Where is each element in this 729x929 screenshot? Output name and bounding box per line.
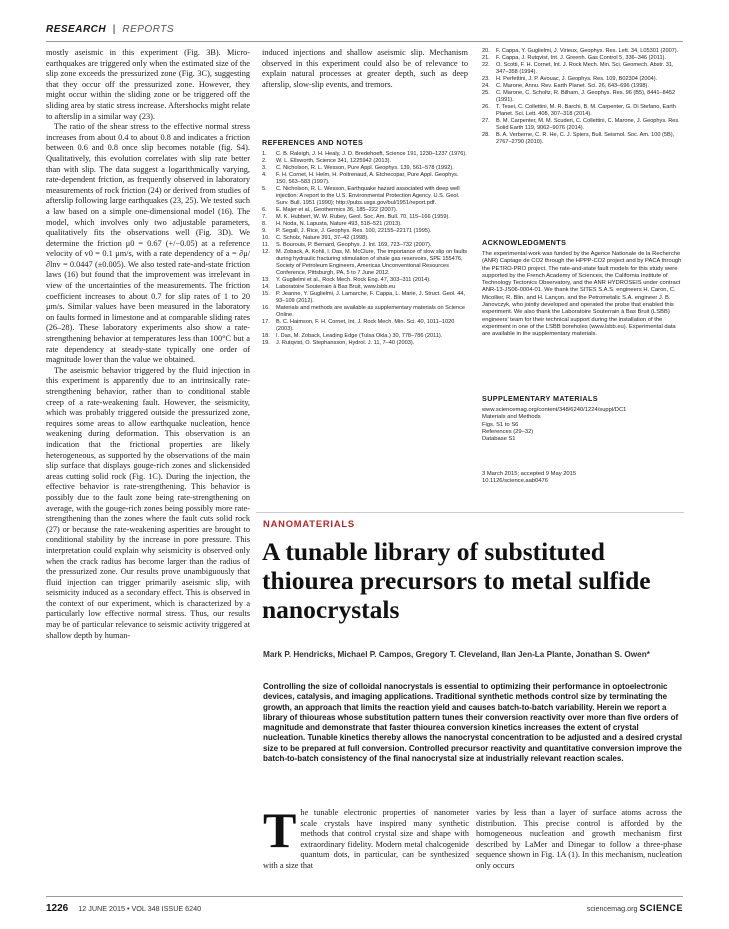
reference-text: I. Das, M. Zoback, Leading Edge (Tulsa Okla.) 30, 778–786 (2011). (276, 333, 443, 339)
reference-item (262, 207, 468, 214)
supplementary-line: Database S1 (482, 436, 516, 443)
reference-item (262, 340, 468, 347)
reference-text: M. Zoback, A. Kohli, I. Das, M. McClure, The importance of slow slip on faults during hydraulic fracturing stimulation of shale gas reservoirs, SPE 155476, Society of Petroleum Engineers, Americas Unconventional Resources Conference, Pittsburgh, PA, 5 to 7 June 2012. (276, 249, 468, 276)
running-header (46, 24, 174, 35)
supplementary-line: References (29–32) (482, 428, 534, 435)
supplementary-line: Figs. S1 to S6 (482, 421, 519, 428)
reference-number: 11. (262, 242, 270, 248)
reference-number: 25. (482, 90, 490, 96)
reference-number: 4. (262, 172, 267, 178)
reference-number: 5. (262, 186, 267, 192)
reference-text: Materials and methods are available as supplementary materials on Science Online. (276, 305, 466, 318)
article-divider (256, 512, 684, 514)
header-separator: | (112, 24, 116, 35)
references-heading: REFERENCES AND NOTES (262, 138, 364, 147)
reference-item (262, 319, 468, 333)
intro-text: he tunable electronic properties of nanometer scale crystals have inspired many synthetic methods that control crystal size and shape with extraordinary fidelity. Modern metal chalcogenide quantum dots, in particular, can be synthesized with a size that (263, 808, 469, 870)
reference-item (262, 242, 468, 249)
article-authors: Mark P. Hendricks, Michael P. Campos, Gregory T. Cleveland, Ilan Jen-La Plante, Jonathan S. Owen* (263, 650, 650, 659)
reference-text: C. Scholz, Nature 391, 37–42 (1998). (276, 235, 369, 241)
subsection-label: REPORTS (122, 24, 175, 35)
reference-item (262, 277, 468, 284)
doi: 10.1126/science.aab0476 (482, 478, 548, 485)
reference-number: 17. (262, 319, 270, 325)
reference-number: 14. (262, 284, 270, 290)
supplementary-heading: SUPPLEMENTARY MATERIALS (482, 394, 598, 403)
column-1-body (46, 48, 250, 641)
reference-item (262, 151, 468, 158)
reference-number: 6. (262, 207, 267, 213)
body-paragraph: The aseismic behavior triggered by the fluid injection in this experiment is apparently due to an intrinsically rate-strengthening behavior, rather than to conditional stable creep of a rate-weakening fault. However, the seismicity, which was probably triggered outside the pressurized zone, requires some areas to allow earthquake nucleation, hence weakening during deformation. This observation is an indication that the frictional properties are likely heterogeneous, as supported by the observations of the main slip surface that displays gouge-rich zones and slickensided areas cutting solid rock (Fig. 1C). During the injection, the effective behavior is rate-strengthening. This behavior is possibly due to the fault zone being rate-strengthening on average, with the gouge-rich zones being possibly more rate-strengthening than the zones where the fault cuts solid rock (27) or because the rate-weakening asperities are brought to conditional stability by the increase in pore pressure. This interpretation could explain why seismicity is observed only when the crack radius has become larger than the radius of the pressurized zone. Our results prove unambiguously that fluid injection can trigger primarily aseismic slip, with seismicity induced as a secondary effect. This is observed in the context of our experiment, which is characterized by a particularly low effective normal stress. Thus, our results may be of particular relevance to seismic activity triggered at shallow depth by human- (46, 365, 250, 640)
reference-item (262, 284, 468, 291)
reference-item (262, 172, 468, 186)
references-section (262, 138, 468, 347)
reference-text: P. Segall, J. Rice, J. Geophys. Res. 100, 22155–22171 (1995). (276, 228, 432, 234)
reference-number: 12. (262, 249, 270, 255)
reference-number: 26. (482, 104, 490, 110)
journal-name: SCIENCE (639, 903, 683, 913)
drop-cap: T (263, 802, 297, 858)
section-label: RESEARCH (46, 24, 107, 35)
reference-number: 8. (262, 221, 267, 227)
reference-text: W. L. Ellsworth, Science 341, 1225942 (2013). (276, 158, 392, 164)
reference-item (262, 158, 468, 165)
reference-text: C. Nicholson, R. L. Wesson, Pure Appl. Geophys. 139, 561–578 (1992). (276, 165, 454, 171)
page-number: 1226 (46, 903, 69, 914)
reference-text: C. B. Raleigh, J. H. Healy, J. D. Bredehoeft, Science 191, 1230–1237 (1976). (276, 151, 467, 157)
reference-text: T. Tesei, C. Collettini, M. R. Barchi, B. M. Carpenter, G. Di Stefano, Earth Planet. Sci. Lett. 408, 307–318 (2014). (496, 104, 676, 117)
received-accepted-dates: 3 March 2015; accepted 9 May 2015 (482, 471, 577, 477)
reference-item (262, 214, 468, 221)
reference-text: F. Cappa, J. Rutqvist, Int. J. Greenh. Gas Control 5, 336–346 (2011). (496, 55, 666, 61)
body-paragraph-continuation: induced injections and shallow aseismic slip. Mechanism observed in this experiment could also be of relevance to explain natural processes at greater depth, such as deep afterslip, slow-slip events, and tremors. (262, 48, 468, 89)
reference-number: 21. (482, 55, 490, 61)
article-title: A tunable library of substituted thiourea precursors to metal sulfide nanocrystals (262, 537, 651, 624)
reference-number: 10. (262, 235, 270, 241)
reference-item (262, 333, 468, 340)
intro-column-1 (263, 802, 469, 872)
reference-number: 3. (262, 165, 267, 171)
supplementary-section (482, 394, 682, 443)
reference-item (262, 291, 468, 305)
footer-left (46, 903, 201, 914)
reference-text: Y. Guglielmi et al., Rock Mech. Rock Eng. 47, 303–311 (2014). (276, 277, 431, 283)
reference-number: 23. (482, 76, 490, 82)
references-continued (482, 48, 682, 146)
reference-number: 2. (262, 158, 267, 164)
acknowledgments-text: The experimental work was funded by the Agence Nationale de la Recherche (ANR) Captage de CO2 through the HPPP-CO2 project and by PACA through the PETRO-PRO project. The rate-and-state fault models for this study were supported by the French Academy of Sciences, the California Institute of Technology Tectonics Observatory, and the ANR HYDROSEIS under contract ANR-13-JS06-0004-01. We thank the SITES S.A.S. engineers H. Caron, C. Micollier, R. Blin, and H. Lançon, and the Petrometalic S.A. engineer J. B. Janovczyk, who jointly developed and operated the probe that enabled this experiment. We also thank the Laboratoire Souterrain à Bas Bruit (LSBB) engineers' team for their technical support during the installation of the experiment in one of the LSBB boreholes (www.lsbb.eu). Experimental data are available in the supplementary materials. (482, 251, 682, 338)
reference-number: 18. (262, 333, 270, 339)
dates-section (482, 471, 682, 486)
reference-number: 1. (262, 151, 267, 157)
reference-item (262, 228, 468, 235)
acknowledgments-heading: ACKNOWLEDGMENTS (482, 238, 567, 247)
reference-number: 20. (482, 48, 490, 54)
reference-text: Laboratoire Souterrain à Bas Bruit, www.lsbb.eu (276, 284, 396, 290)
reference-text: H. Noda, N. Lapusta, Nature 493, 518–521 (2013). (276, 221, 402, 227)
supplementary-line: Materials and Methods (482, 414, 541, 421)
reference-text: M. K. Hubbert, W. W. Rubey, Geol. Soc. Am. Bull. 70, 115–166 (1959). (276, 214, 450, 220)
issue-info: 12 JUNE 2015 • VOL 348 ISSUE 6240 (78, 904, 202, 913)
reference-item (482, 48, 682, 55)
reference-item (482, 76, 682, 83)
reference-number: 24. (482, 83, 490, 89)
supplementary-link[interactable]: www.sciencemag.org/content/348/6240/1224/suppl/DC1 (482, 407, 627, 413)
reference-item (482, 132, 682, 146)
intro-column-2: varies by less than a layer of surface atoms across the distribution. This precise control is afforded by the homogeneous nucleation and growth mechanism first described by LaMer and Dinegar to follow a three-phase sequence shown in Fig. 1A (1). In this mechanism, nucleation only occurs (476, 808, 682, 870)
reference-text: F. H. Cornet, H. Helm, H. Poitrenaud, A. Etchecopar, Pure Appl. Geophys. 150, 563–583 (1997). (276, 172, 459, 185)
reference-text: B. C. Haimson, F. H. Cornet, Int. J. Rock Mech. Min. Sci. 40, 1011–1020 (2003). (276, 319, 455, 332)
reference-item (482, 62, 682, 76)
reference-item (262, 235, 468, 242)
reference-text: F. Cappa, Y. Guglielmi, J. Virieux, Geophys. Res. Lett. 34, L05301 (2007). (496, 48, 679, 54)
reference-item (262, 165, 468, 172)
reference-number: 16. (262, 305, 270, 311)
reference-text: B. M. Carpenter, M. M. Scuderi, C. Collettini, C. Marone, J. Geophys. Res. Solid Earth 119, 9062–9076 (2014). (496, 118, 680, 131)
site-url[interactable]: sciencemag.org (586, 904, 638, 913)
reference-text: C. Marone, C. Scholtz, R. Bilham, J. Geophys. Res. 96 (B5), 8441–8452 (1991). (496, 90, 676, 103)
reference-number: 9. (262, 228, 267, 234)
reference-item (482, 104, 682, 118)
reference-item (262, 249, 468, 277)
reference-text: O. Scotti, F. H. Cornet, Int. J. Rock Mech. Min. Sci. Geomech. Abstr. 31, 347–358 (1994). (496, 62, 674, 75)
reference-item (262, 221, 468, 228)
reference-text: C. Nicholson, R. L. Wesson, Earthquake hazard associated with deep well injection: A report to the U.S. Environmental Protection Agency. U.S. Geol. Surv. Bull. 1951 (1990); http://pubs.usgs.gov/bul/1951/report.pdf. (276, 186, 460, 206)
reference-item (262, 305, 468, 319)
references-list (262, 151, 468, 347)
reference-number: 22. (482, 62, 490, 68)
column-2-body (262, 48, 468, 90)
reference-text: H. Perfettini, J. P. Avouac, J. Geophys. Res. 109, B02304 (2004). (496, 76, 658, 82)
reference-number: 19. (262, 340, 270, 346)
footer-rule (46, 896, 683, 897)
footer-right (587, 903, 683, 913)
header-rule (46, 41, 683, 42)
reference-text: S. Bourouis, P. Bernard, Geophys. J. Int. 169, 723–732 (2007). (276, 242, 432, 248)
reference-text: B. A. Verberne, C. R. He, C. J. Spiers, Bull. Seismol. Soc. Am. 100 (5B), 2767–2790 (2010). (496, 132, 675, 145)
reference-number: 7. (262, 214, 267, 220)
reference-number: 15. (262, 291, 270, 297)
reference-number: 27. (482, 118, 490, 124)
reference-item (482, 83, 682, 90)
reference-text: J. Rutqvist, O. Stephansson, Hydrol. J. 11, 7–40 (2003). (276, 340, 415, 346)
reference-item (262, 186, 468, 207)
reference-item (482, 90, 682, 104)
body-paragraph: mostly aseismic in this experiment (Fig. 3B). Micro-earthquakes are triggered only when the estimated size of the slip zone exceeds the pressurized zone (Fig. 3C), suggesting that they occur off the pressurized zone. However, they might occur within the sliding zone or be triggered off the sliding area by static stress increase. Aftershocks might relate to afterslip in a similar way (23). (46, 48, 250, 121)
reference-item (482, 55, 682, 62)
article-kicker: NANOMATERIALS (263, 518, 355, 529)
reference-text: C. Marone, Annu. Rev. Earth Planet. Sci. 26, 643–696 (1998). (496, 83, 649, 89)
reference-item (482, 118, 682, 132)
reference-text: P. Jeanne, Y. Guglielmi, J. Lamarche, F. Cappa, L. Marie, J. Struct. Geol. 44, 93–109 (2012). (276, 291, 466, 304)
reference-number: 28. (482, 132, 490, 138)
article-abstract: Controlling the size of colloidal nanocrystals is essential to optimizing their performance in optoelectronic devices, catalysis, and imaging applications. Traditional synthetic methods control size by terminating the growth, an approach that limits the reaction yield and causes batch-to-batch variability. Herein we report a library of thioureas whose substitution pattern tunes their conversion reactivity over more than five orders of magnitude and demonstrate that faster thiourea conversion kinetics increases the extent of crystal nucleation. Tunable kinetics thereby allows the nanocrystal concentration to be adjusted and a desired crystal size to be prepared at full conversion. Controlled precursor reactivity and quantitative conversion improve the batch-to-batch consistency of the final nanocrystal size at industrially relevant reaction scales. (263, 682, 683, 764)
reference-number: 13. (262, 277, 270, 283)
acknowledgments-section (482, 238, 682, 339)
references-list (482, 48, 682, 146)
reference-text: E. Majer et al., Geothermics 36, 185–222 (2007). (276, 207, 398, 213)
body-paragraph: The ratio of the shear stress to the effective normal stress increases from about 0.4 to about 0.8 and indicates a friction between 0.6 and 0.8 once slip becomes notable (fig. S4). Qualitatively, this evolution correlates with slip rate better than with slip. The data suggest a logarithmically varying, rate-dependent friction, as frequently observed in laboratory measurements of rock friction (24) or derived from studies of afterslip following large earthquakes (23, 25). We tested such a law based on a simple one-dimensional model (16). The model, which involves only two adjustable parameters, qualitatively fits the observations well (Fig. 3D). We determine the friction μ0 = 0.67 (+/−0.05) at a reference velocity of v0 = 0.1 μm/s, with a rate dependency of a = ∂μ/∂lnv = 0.0447 (±0.005). We also tested rate-and-state friction laws (16) but found that the improvement was irrelevant in view of the uncertainties of the measurements. The friction coefficient increases to about 0.7 for slip rates of 1 to 20 μm/s. Similar values have been measured in the laboratory on faults formed in limestone and at comparable sliding rates (26–28). These laboratory experiments also show a rate-strengthening behavior at temperatures less than 100°C but a rate dependency at steady-state typically one order of magnitude lower than the value we obtained. (46, 122, 250, 365)
